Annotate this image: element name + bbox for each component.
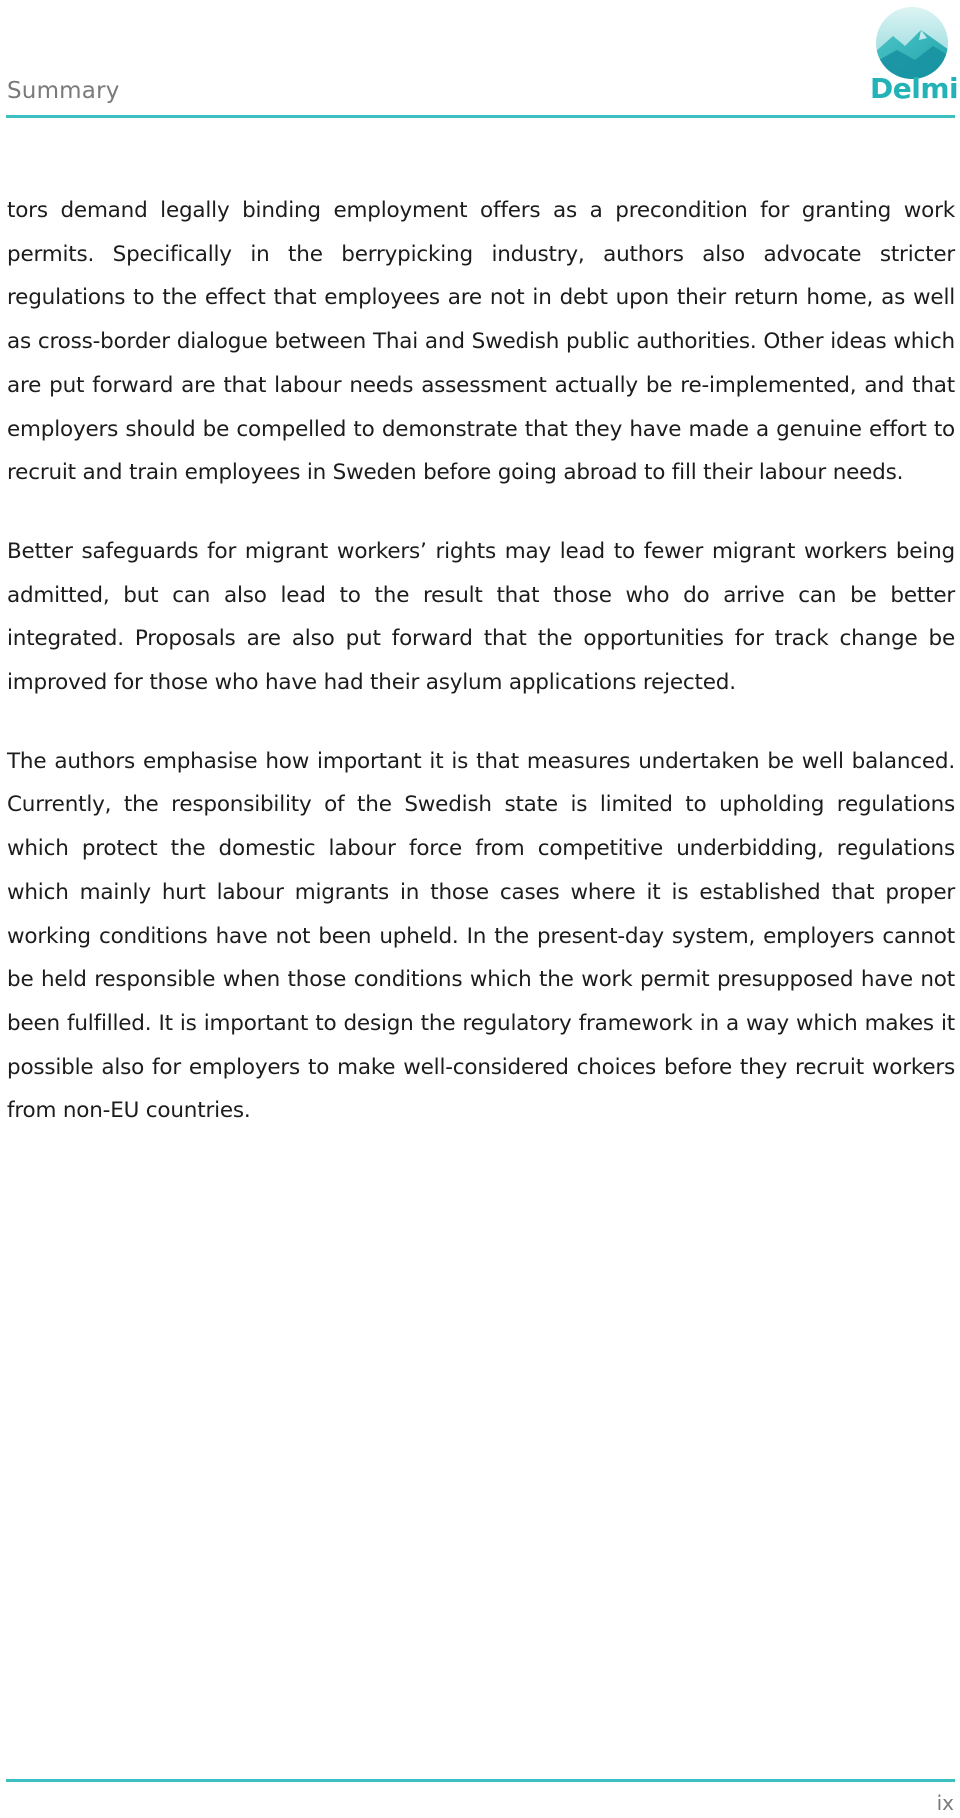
paragraph: The authors emphasise how important it is that measures undertaken be well balanced. Currently, the responsibility of the Swedish state is limited to upholding regulations which protect the domestic labour force from competitive underbidding, regulations which mainly hurt labour migrants in those cases where it is established that proper working conditions have not been upheld. In the present-day system, employers cannot be held responsible when those conditions which the work permit presupposed have not been fulfilled. It is important to design the regulatory framework in a way which makes it possible also for employers to make well-considered choices before they recruit workers from non-EU countries. (7, 748, 955, 1124)
running-header-section: Summary (7, 78, 120, 104)
delmi-logo (868, 4, 959, 112)
footer-divider (6, 1779, 955, 1782)
delmi-logo-globe-icon (875, 6, 949, 80)
paragraph: tors demand legally binding employment offers as a precondition for granting work permits. Specifically in the berrypicking industry, authors also advocate stricter regulations to the effect that employees are not in debt upon their return home, as well as cross-border dialogue between Thai and Swedish public authorities. Other ideas which are put forward are that labour needs assessment actually be re-implemented, and that employers should be compelled to demonstrate that they have made a genuine effort to recruit and train employees in Sweden before going abroad to fill their labour needs. (7, 198, 955, 486)
paragraph: Better safeguards for migrant workers’ rights may lead to fewer migrant workers being admitted, but can also lead to the result that those who do arrive can be better integrated. Proposals are also put forward that the opportunities for track change be improved for those who have had their asylum applications rejected. (7, 538, 955, 696)
delmi-logo-wordmark: Delmi (870, 72, 959, 105)
page-number: ix (936, 1791, 954, 1815)
page-header (0, 0, 960, 120)
header-divider (6, 115, 955, 118)
document-body (7, 189, 955, 1168)
